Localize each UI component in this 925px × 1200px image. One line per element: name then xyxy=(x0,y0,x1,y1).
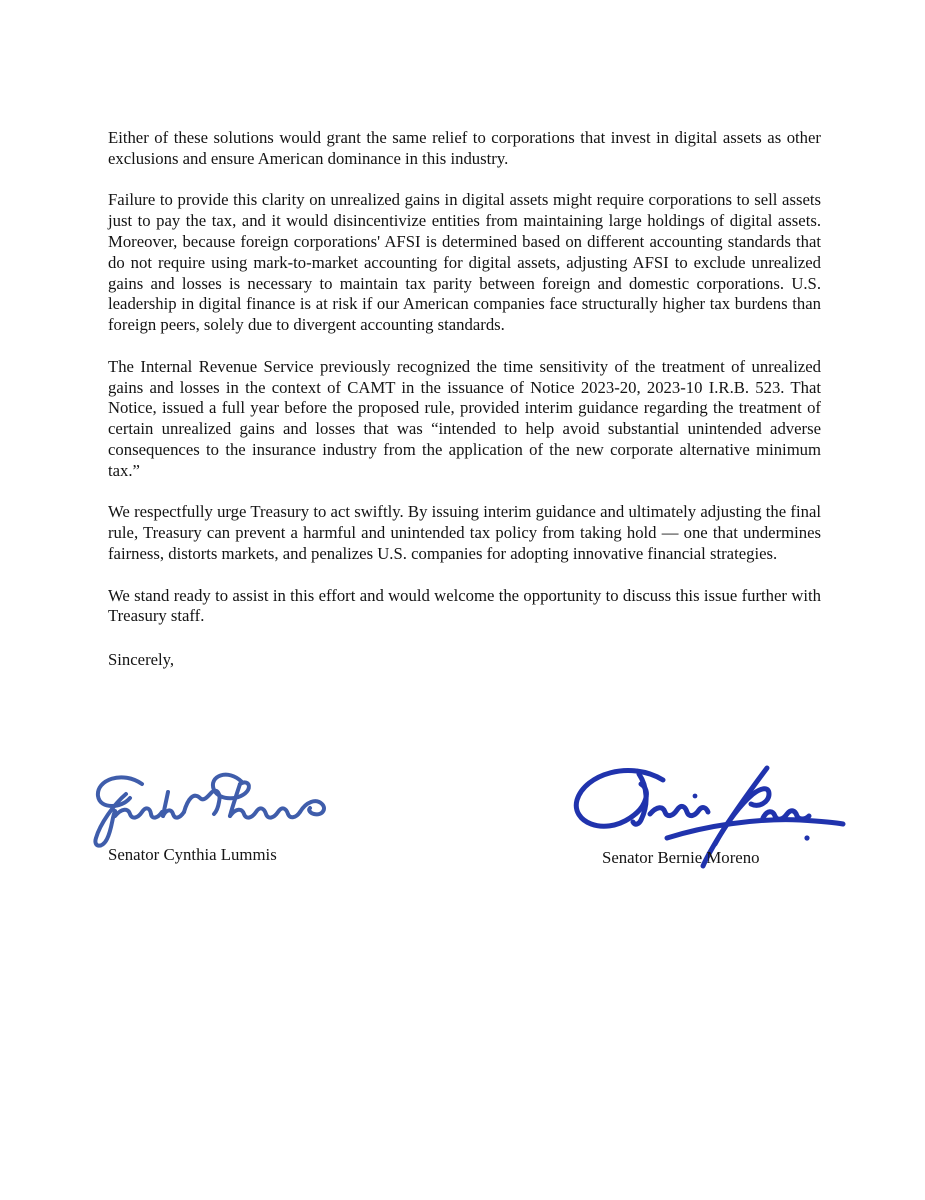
paragraph-failure-clarity: Failure to provide this clarity on unrealized gains in digital assets might require corporations to sell assets just to pay the tax, and it would disincentivize entities from maintaining large holdings of digital assets. Moreover, because foreign corporations' AFSI is determined based on different accounting standards that do not require using mark-to-market accounting for digital assets, adjusting AFSI to exclude unrealized gains and losses is necessary to maintain tax parity between foreign and domestic corporations. U.S. leadership in digital finance is at risk if our American companies face structurally higher tax burdens than foreign peers, solely due to divergent accounting standards. xyxy=(108,190,821,335)
paragraph-irs-notice: The Internal Revenue Service previously recognized the time sensitivity of the treatment of unrealized gains and losses in the context of CAMT in the issuance of Notice 2023-20, 2023-10 I.R.B. 523. That Notice, issued a full year before the proposed rule, provided interim guidance regarding the treatment of certain unrealized gains and losses that was “intended to help avoid substantial unintended adverse consequences to the insurance industry from the application of the new corporate alternative minimum tax.” xyxy=(108,356,821,480)
moreno-i-dot xyxy=(693,794,698,799)
paragraph-urge-treasury: We respectfully urge Treasury to act swiftly. By issuing interim guidance and ultimately adjusting the final rule, Treasury can prevent a harmful and unintended tax policy from taking hold — one that undermines fairness, distorts markets, and penalizes U.S. companies for adopting innovative financial strategies. xyxy=(108,502,821,563)
moreno-period-dot xyxy=(804,835,809,840)
paragraph-relief: Either of these solutions would grant the same relief to corporations that invest in digital assets as other exclusions and ensure American dominance in this industry. xyxy=(108,128,821,168)
closing-salutation: Sincerely, xyxy=(108,650,175,670)
paragraph-stand-ready: We stand ready to assist in this effort and would welcome the opportunity to discuss this issue further with Treasury staff. xyxy=(108,585,821,626)
signature-name-cynthia-lummis: Senator Cynthia Lummis xyxy=(108,845,277,864)
signature-name-bernie-moreno: Senator Bernie Moreno xyxy=(602,848,760,867)
letter-body xyxy=(108,128,821,692)
